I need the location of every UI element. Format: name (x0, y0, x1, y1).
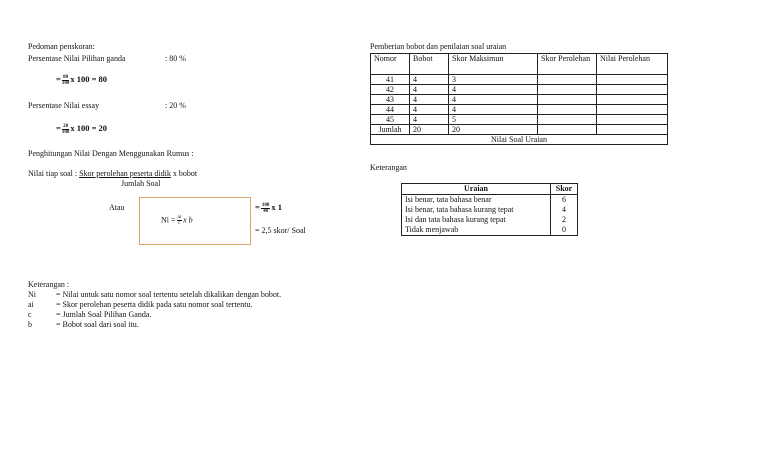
cell: Jumlah (371, 125, 410, 135)
table-row (371, 95, 668, 105)
calc-formula-num: 100 (261, 202, 270, 208)
pg-percentage-value: : 80 % (165, 54, 186, 63)
table-row (371, 115, 668, 125)
keterangan-table (401, 183, 578, 236)
legend-desc: = Jumlah Soal Pilihan Ganda. (56, 310, 152, 319)
rumus-heading: Penghitungan Nilai Dengan Menggunakan Rumus : (28, 149, 194, 158)
nilai-tiap-soal (28, 169, 197, 179)
cell: 4 (449, 85, 538, 95)
calc-formula-tail: x 1 (271, 202, 282, 212)
ket-uraian: Tidak menjawab (402, 225, 551, 236)
ket-skor: 0 (551, 225, 578, 236)
ket-row (402, 205, 578, 215)
ket-header-skor: Skor (551, 184, 578, 195)
table-footer-row (371, 135, 668, 145)
legend-c (28, 310, 151, 320)
cell (538, 75, 597, 85)
cell: 4 (410, 105, 449, 115)
ket-row (402, 225, 578, 236)
cell: 20 (449, 125, 538, 135)
ket-skor: 4 (551, 205, 578, 215)
legend-desc: = Nilai untuk satu nomor soal tertentu setelah dikalikan dengan bobot. (56, 290, 282, 299)
box-formula-tail: x b (183, 215, 193, 225)
cell: 20 (410, 125, 449, 135)
calc-formula-den: 40 (263, 208, 269, 214)
keterangan-left-heading: Keterangan : (28, 280, 70, 289)
cell: 41 (371, 75, 410, 85)
table-header-row (371, 54, 668, 75)
pg-percentage-label: Persentase Nilai Pilihan ganda (28, 54, 126, 63)
legend-ai (28, 300, 252, 310)
essay-percentage-label: Persentase Nilai essay (28, 101, 100, 110)
cell: 45 (371, 115, 410, 125)
ket-skor: 2 (551, 215, 578, 225)
nilai-suffix: x bobot (172, 169, 198, 178)
cell: 4 (410, 75, 449, 85)
footer-nilai-soal-uraian: Nilai Soal Uraian (371, 135, 668, 145)
legend-sym: c (28, 310, 32, 319)
ket-uraian: Isi benar, tata bahasa benar (402, 195, 551, 206)
table-row (371, 75, 668, 85)
calc-result: = 2,5 skor/ Soal (255, 226, 306, 235)
essay-formula: = $\frac{20}{100}$ x 100 = 20 (56, 123, 108, 135)
pg-formula-tail: x 100 = 80 (70, 74, 108, 84)
cell: 4 (449, 105, 538, 115)
calc-formula: = $\frac{100}{40}$ x 1 (255, 202, 282, 214)
cell (597, 95, 668, 105)
cell: 44 (371, 105, 410, 115)
box-formula-num: ai (177, 215, 182, 220)
legend-ni (28, 290, 281, 300)
essay-formula-den: 100 (61, 129, 70, 135)
legend-sym: Ni (28, 290, 36, 299)
pg-formula-num: 80 (63, 74, 69, 80)
legend-sym: b (28, 320, 32, 329)
essay-percentage-value: : 20 % (165, 101, 186, 110)
score-table (370, 53, 668, 145)
cell (597, 85, 668, 95)
ket-row (402, 215, 578, 225)
formula-box (139, 197, 251, 245)
cell (597, 125, 668, 135)
table-row (371, 85, 668, 95)
cell (538, 85, 597, 95)
legend-desc: = Bobot soal dari soal itu. (56, 320, 139, 329)
pedoman-heading: Pedoman penskoran: (28, 42, 95, 51)
pg-formula: = $\frac{80}{100}$ x 100 = 80 (56, 74, 108, 86)
nilai-denominator: Jumlah Soal (121, 179, 161, 188)
header-nilai-perolehan: Nilai Perolehan (597, 54, 668, 75)
cell: 4 (410, 115, 449, 125)
header-skor-perolehan: Skor Perolehan (538, 54, 597, 75)
cell (538, 95, 597, 105)
box-formula-lhs: Ni = (161, 215, 176, 225)
ket-uraian: Isi dan tata bahasa kurang tepat (402, 215, 551, 225)
legend-b (28, 320, 139, 330)
box-formula (161, 215, 193, 226)
cell: 3 (449, 75, 538, 85)
cell: 43 (371, 95, 410, 105)
cell: 5 (449, 115, 538, 125)
cell: 4 (410, 95, 449, 105)
nilai-label: Nilai tiap soal : (28, 169, 78, 178)
box-formula-den: c (178, 221, 181, 226)
nilai-numerator: Skor perolehan peserta didik (79, 169, 171, 178)
header-nomor: Nomor (371, 54, 410, 75)
ket-skor: 6 (551, 195, 578, 206)
table-row (371, 105, 668, 115)
ket-header-uraian: Uraian (402, 184, 551, 195)
cell (538, 105, 597, 115)
keterangan-right-heading: Keterangan (370, 163, 407, 172)
header-bobot: Bobot (410, 54, 449, 75)
legend-sym: ai (28, 300, 34, 309)
cell: 4 (449, 95, 538, 105)
essay-formula-tail: x 100 = 20 (70, 123, 108, 133)
pg-formula-den: 100 (61, 80, 70, 86)
table-row-total (371, 125, 668, 135)
cell (538, 125, 597, 135)
bobot-title: Pemberian bobot dan penilaian soal uraian (370, 42, 507, 51)
atau-label: Atau (109, 203, 125, 212)
cell (597, 75, 668, 85)
cell: 42 (371, 85, 410, 95)
cell (538, 115, 597, 125)
legend-desc: = Skor perolehan peserta didik pada satu nomor soal tertentu. (56, 300, 253, 309)
essay-formula-num: 20 (63, 123, 69, 129)
ket-row (402, 195, 578, 206)
ket-uraian: Isi benar, tata bahasa kurang tepat (402, 205, 551, 215)
ket-header-row (402, 184, 578, 195)
cell (597, 115, 668, 125)
header-skor-maks: Skor Maksimun (449, 54, 538, 75)
cell (597, 105, 668, 115)
cell: 4 (410, 85, 449, 95)
